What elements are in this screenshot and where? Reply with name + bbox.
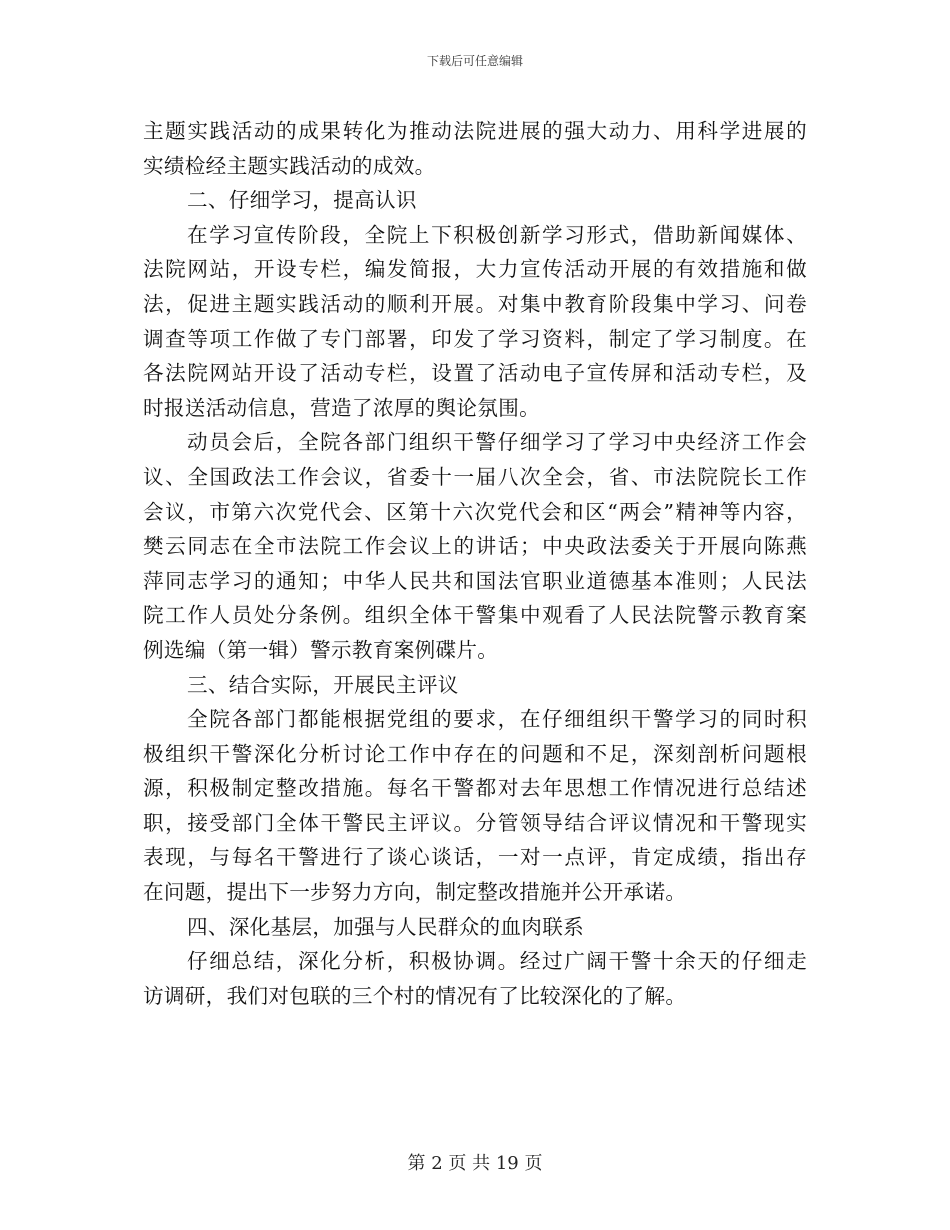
body-line: 极组织干警深化分析讨论工作中存在的问题和不足，深刻剖析问题根	[143, 741, 807, 766]
body-line: 源，积极制定整改措施。每名干警都对去年思想工作情况进行总结述	[143, 776, 807, 801]
body-line: 在学习宣传阶段，全院上下积极创新学习形式，借助新闻媒体、	[187, 222, 807, 247]
body-line: 会议，市第六次党代会、区第十六次党代会和区“两会”精神等内容，	[143, 499, 807, 524]
section-heading: 二、仔细学习，提高认识	[187, 188, 417, 213]
body-line: 各法院网站开设了活动专栏，设置了活动电子宣传屏和活动专栏，及	[143, 361, 807, 386]
body-line: 表现，与每名干警进行了谈心谈话，一对一点评，肯定成绩，指出存	[143, 845, 807, 870]
body-line: 访调研，我们对包联的三个村的情况有了比较深化的了解。	[143, 983, 687, 1008]
body-line: 动员会后，全院各部门组织干警仔细学习了学习中央经济工作会	[187, 430, 807, 455]
body-line: 全院各部门都能根据党组的要求，在仔细组织干警学习的同时积	[187, 707, 807, 732]
body-line: 法，促进主题实践活动的顺利开展。对集中教育阶段集中学习、问卷	[143, 291, 807, 316]
body-line: 在问题，提出下一步努力方向，制定整改措施并公开承诺。	[143, 880, 687, 905]
body-line: 实绩检经主题实践活动的成效。	[143, 153, 436, 178]
body-line: 调查等项工作做了专门部署，印发了学习资料，制定了学习制度。在	[143, 326, 807, 351]
body-line: 职，接受部门全体干警民主评议。分管领导结合评议情况和干警现实	[143, 810, 807, 835]
section-heading: 四、深化基层，加强与人民群众的血肉联系	[187, 914, 584, 939]
section-heading: 三、结合实际，开展民主评议	[187, 672, 459, 697]
body-line: 仔细总结，深化分析，积极协调。经过广阔干警十余天的仔细走	[187, 949, 807, 974]
body-line: 院工作人员处分条例。组织全体干警集中观看了人民法院警示教育案	[143, 603, 807, 628]
body-line: 主题实践活动的成果转化为推动法院进展的强大动力、用科学进展的	[143, 119, 807, 143]
body-line: 议、全国政法工作会议，省委十一届八次全会，省、市法院院长工作	[143, 464, 807, 489]
body-line: 法院网站，开设专栏，编发简报，大力宣传活动开展的有效措施和做	[143, 257, 807, 282]
page-number: 第 2 页 共 19 页	[407, 1153, 543, 1174]
document-body	[143, 114, 807, 1013]
body-line: 萍同志学习的通知；中华人民共和国法官职业道德基本准则；人民法	[143, 568, 807, 593]
body-line: 例选编（第一辑）警示教育案例碟片。	[143, 637, 499, 662]
page-header: 下载后可任意编辑	[426, 54, 523, 68]
body-line: 时报送活动信息，营造了浓厚的舆论氛围。	[143, 395, 540, 420]
body-line: 樊云同志在全市法院工作会议上的讲话；中央政法委关于开展向陈燕	[143, 534, 807, 559]
